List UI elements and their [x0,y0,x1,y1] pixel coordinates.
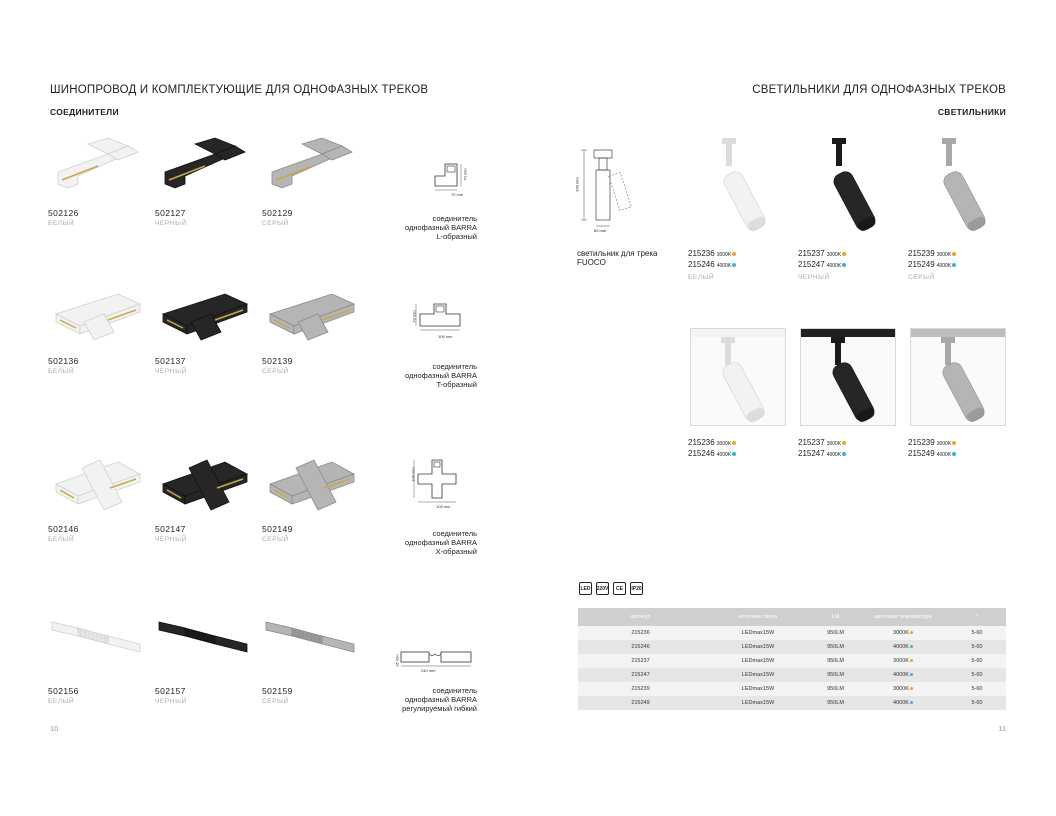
warm-dot-icon [842,441,846,445]
cell-value: 215246 [631,644,650,650]
spotlight-code: 215239 [908,438,935,447]
product-color: ЧЕРНЫЙ [155,220,187,227]
product-code: 502139 [262,356,293,366]
connector-product [155,600,255,705]
spotlight-image [692,138,788,238]
ce-badge-icon: CE [613,582,626,595]
cool-dot-icon [842,263,846,267]
table-cell [858,668,948,682]
table-cell [948,654,1006,668]
product-code: 502129 [262,208,293,218]
cool-dot-icon [910,673,913,676]
connector-product [262,600,362,705]
connector-image [262,448,362,520]
spec-table-wrap [578,608,1006,710]
dimension-height: 35 mm [394,654,400,667]
spotlight-illustration [802,138,898,248]
table-cell [948,640,1006,654]
cell-value: 3000K [893,686,909,692]
connector-illustration [262,600,362,666]
description-line: соединитель [432,362,477,371]
spotlight-photo-frame [800,328,896,426]
spotlight-codes [688,249,736,282]
table-cell [703,682,813,696]
spotlight-illustration [692,138,788,248]
connector-product [262,132,362,227]
cool-dot-icon [732,452,736,456]
connector-illustration [262,280,362,346]
code-line [908,449,956,460]
ip20-badge-icon: IP20 [630,582,643,595]
cell-value: 215239 [631,686,650,692]
spotlight-code: 215239 [908,249,935,258]
table-cell [813,696,858,710]
warm-dot-icon [952,441,956,445]
connector-image [48,448,148,520]
cool-dot-icon [732,263,736,267]
connector-product [155,132,255,227]
dimension-drawing [412,298,492,353]
cool-dot-icon [842,452,846,456]
description-line: L-образный [436,232,477,241]
connector-product [155,448,255,543]
cell-value: 5-60 [971,700,983,706]
connector-image [48,600,148,672]
connector-illustration [262,448,362,514]
product-color: СЕРЫЙ [262,368,289,375]
product-code: 502147 [155,524,186,534]
spotlight-code: 215249 [908,449,935,458]
spotlight-temp: 4000K [716,263,732,269]
col-light-source: источник света [703,608,813,626]
table-cell [703,626,813,640]
cell-value: LEDmax15W [741,644,775,650]
description-line: соединитель [432,214,477,223]
connector-illustration [48,132,148,198]
table-cell [948,696,1006,710]
spotlight-code: 215236 [688,438,715,447]
cell-value: 215247 [631,672,650,678]
cell-value: 215249 [631,700,650,706]
table-row [578,626,1006,640]
spotlight-temp: 4000K [716,452,732,458]
cell-value: 950LM [827,672,844,678]
table-cell [948,626,1006,640]
product-code: 502157 [155,686,186,696]
table-cell [858,654,948,668]
product-color: БЕЛЫЙ [48,368,75,375]
dimension-outline [410,456,490,506]
spotlight-code: 215247 [798,260,825,269]
connector-description [405,362,477,389]
connector-image [155,448,255,520]
connector-product [48,448,148,543]
connector-illustration [155,448,255,514]
cell-value: 950LM [827,700,844,706]
product-code: 502149 [262,524,293,534]
code-line [908,438,956,449]
connector-image [155,600,255,672]
cell-value: LEDmax15W [741,658,775,664]
dimension-drawing [425,156,505,211]
spotlight-code: 215249 [908,260,935,269]
fuoco-label-name: FUOCO [577,258,606,267]
cell-value: 5-60 [971,644,983,650]
product-color: БЕЛЫЙ [48,536,75,543]
spotlight-photo [691,329,786,426]
dimension-outline [412,298,492,348]
spotlight-photo-frame [690,328,786,426]
cool-dot-icon [910,645,913,648]
description-line: однофазный BARRA [404,538,477,547]
connector-illustration [155,132,255,198]
left-page-title: ШИНОПРОВОД И КОМПЛЕКТУЮЩИЕ ДЛЯ ОДНОФАЗНЫХ ТРЕКОВ [50,84,429,96]
dimension-width: 70 mm [451,192,464,197]
table-cell [858,682,948,696]
table-row [578,668,1006,682]
connector-product [155,280,255,375]
spotlight-code: 215237 [798,438,825,447]
product-code: 502159 [262,686,293,696]
description-line: однофазный BARRA [404,223,477,232]
spotlight-code: 215237 [798,249,825,258]
fuoco-dim-height: 240 mm [574,177,580,192]
description-line: T-образный [436,380,477,389]
table-cell [703,696,813,710]
led-badge-icon: LED [579,582,592,595]
product-color: СЕРЫЙ [262,536,289,543]
cell-value: 5-60 [971,686,983,692]
connector-illustration [48,600,148,666]
spotlight-temp: 4000K [936,263,952,269]
spotlight-color: ЧЕРНЫЙ [798,274,830,281]
cell-value: 5-60 [971,658,983,664]
table-row [578,640,1006,654]
cell-value: 3000K [893,630,909,636]
fuoco-label-line: светильник для трека [577,249,658,258]
table-cell [578,654,703,668]
code-line [688,449,736,460]
product-color: ЧЕРНЫЙ [155,368,187,375]
dimension-outline [395,642,475,692]
spotlight-codes [908,249,956,282]
spotlight-photo [801,329,896,426]
connector-image [262,600,362,672]
cool-dot-icon [910,701,913,704]
table-cell [858,640,948,654]
dimension-height: 70 mm [411,310,417,323]
warm-dot-icon [732,252,736,256]
product-color: БЕЛЫЙ [48,698,75,705]
warm-dot-icon [910,659,913,662]
spotlight-temp: 3000K [826,252,842,258]
spotlight-temp: 4000K [936,452,952,458]
product-color: ЧЕРНЫЙ [155,698,187,705]
product-color: СЕРЫЙ [262,220,289,227]
fuoco-dim-width: 60 mm [594,228,607,233]
connector-description [402,686,477,713]
cell-value: 950LM [827,630,844,636]
cell-value: 3000K [893,658,909,664]
table-cell [813,668,858,682]
dimension-width: 240 mm [421,668,436,673]
spotlight-temp: 4000K [826,452,842,458]
certification-badges [579,582,643,595]
code-line [688,438,736,449]
spotlight-codes [798,249,846,282]
connector-illustration [155,600,255,666]
table-cell [813,640,858,654]
product-code: 502127 [155,208,186,218]
spotlight-code: 215236 [688,249,715,258]
table-cell [703,668,813,682]
connector-product [48,132,148,227]
spotlight-code: 215247 [798,449,825,458]
dimension-height: 70 mm [462,168,468,181]
spotlight-color: БЕЛЫЙ [688,274,715,281]
cell-value: 950LM [827,686,844,692]
cell-value: LEDmax15W [741,700,775,706]
fuoco-drawing [572,146,652,236]
table-cell [578,626,703,640]
spotlight-temp: 4000K [826,263,842,269]
beam-angle-icon: ° [975,614,979,620]
spotlight-temp: 3000K [936,252,952,258]
table-cell [813,682,858,696]
connector-image [262,280,362,352]
spotlight-codes [798,438,846,460]
warm-dot-icon [910,687,913,690]
product-code: 502156 [48,686,79,696]
connector-image [155,280,255,352]
table-cell [858,626,948,640]
spotlight-temp: 3000K [826,441,842,447]
cell-value: 4000K [893,672,909,678]
description-line: X-образный [435,547,477,556]
code-line [688,249,736,260]
spotlight-photo-frame [910,328,1006,426]
cell-value: 950LM [827,644,844,650]
product-code: 502136 [48,356,79,366]
code-line [908,249,956,260]
warm-dot-icon [910,631,913,634]
right-page-number: 11 [998,724,1006,733]
col-article: артикул [578,608,703,626]
connector-illustration [48,448,148,514]
cell-value: 4000K [893,644,909,650]
description-line: соединитель [432,529,477,538]
dimension-drawing [410,456,490,511]
left-page-number: 10 [50,724,59,733]
description-line: однофазный BARRA [404,695,477,704]
product-code: 502126 [48,208,79,218]
col-angle [948,608,1006,626]
spotlight-code: 215246 [688,449,715,458]
description-line: соединитель [432,686,477,695]
dimension-width: 106 mm [436,504,451,509]
spotlight-codes [688,438,736,460]
connector-product [48,600,148,705]
connector-image [48,132,148,204]
table-row [578,682,1006,696]
spotlight-color: СЕРЫЙ [908,274,935,281]
connector-illustration [262,132,362,198]
product-color: СЕРЫЙ [262,698,289,705]
product-code: 502146 [48,524,79,534]
cell-value: 950LM [827,658,844,664]
spotlight-photo [911,329,1006,426]
table-cell [813,654,858,668]
fuoco-label [577,249,658,267]
cell-value: LEDmax15W [741,686,775,692]
code-line [908,260,956,271]
col-color-temp: цветовая температура [858,608,948,626]
connector-image [155,132,255,204]
cell-value: LEDmax15W [741,672,775,678]
warm-dot-icon [732,441,736,445]
code-line [798,260,846,271]
description-line: регулируемый гибкий [402,704,477,713]
cell-value: 215237 [631,658,650,664]
code-line [798,449,846,460]
spotlight-temp: 3000K [716,441,732,447]
code-line [798,438,846,449]
dimension-outline [425,156,505,206]
connector-product [262,448,362,543]
table-row [578,654,1006,668]
cool-dot-icon [952,452,956,456]
spotlight-codes [908,438,956,460]
warm-dot-icon [952,252,956,256]
connector-illustration [155,280,255,346]
cell-value: LEDmax15W [741,630,775,636]
table-cell [813,626,858,640]
spotlight-temp: 3000K [716,252,732,258]
cool-dot-icon [952,263,956,267]
connector-image [262,132,362,204]
left-page-subtitle: СОЕДИНИТЕЛИ [50,107,119,117]
dimension-height: 106 mm [410,467,416,482]
table-cell [578,640,703,654]
table-cell [948,682,1006,696]
code-line [798,249,846,260]
connector-description [405,214,477,241]
cell-value: 5-60 [971,630,983,636]
spotlight-illustration [912,138,1008,248]
table-cell [578,682,703,696]
table-cell [703,654,813,668]
voltage-badge-icon: 220V [596,582,609,595]
code-line [688,260,736,271]
table-cell [578,696,703,710]
table-cell [703,640,813,654]
table-row [578,696,1006,710]
cell-value: 4000K [893,700,909,706]
connector-product [48,280,148,375]
table-cell [578,668,703,682]
warm-dot-icon [842,252,846,256]
right-page-subtitle: СВЕТИЛЬНИКИ [937,107,1006,117]
table-cell [858,696,948,710]
spotlight-code: 215246 [688,260,715,269]
description-line: однофазный BARRA [404,371,477,380]
dimension-width: 106 mm [438,334,453,339]
product-code: 502137 [155,356,186,366]
connector-illustration [48,280,148,346]
spotlight-temp: 3000K [936,441,952,447]
right-page-title: СВЕТИЛЬНИКИ ДЛЯ ОДНОФАЗНЫХ ТРЕКОВ [752,84,1006,96]
product-color: ЧЕРНЫЙ [155,536,187,543]
table-cell [948,668,1006,682]
spotlight-image [912,138,1008,238]
product-color: БЕЛЫЙ [48,220,75,227]
cell-value: 5-60 [971,672,983,678]
connector-description [405,529,477,556]
spotlight-image [802,138,898,238]
connector-product [262,280,362,375]
connector-image [48,280,148,352]
spec-table [578,608,1006,710]
cell-value: 215236 [631,630,650,636]
col-lumens: LM [813,608,858,626]
